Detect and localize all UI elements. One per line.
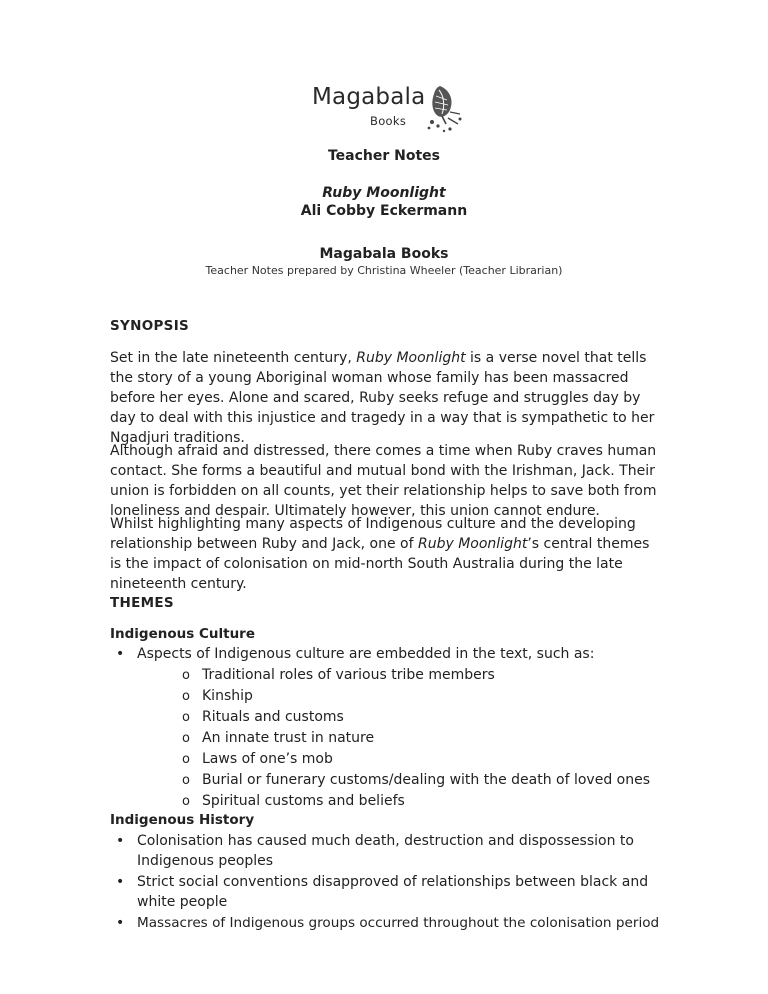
- sub-bullet-icon: o: [182, 752, 190, 767]
- synopsis-paragraph-2: Although afraid and distressed, there comes a time when Ruby craves human contact. She forms a beautiful and mutual bond with the Irishman, Jack. Their union is forbidden on all counts, yet their relationship helps to save both from loneliness and despair. Ultimately however, this union cannot endure.: [110, 443, 657, 519]
- document-page: Magabala Books Teacher Notes Ruby Moonlight Ali Cobby Eckermann Magabala Books Teacher Notes prepared by Christina Wheeler (Teacher Librarian) SYNOPSIS Set in the late nineteenth century, Ruby Moonlight is a verse novel that tells the story of a young Aboriginal woman whose family has been massacred before her eyes. Alone and scared, Ruby seeks refuge and struggles day by day to deal with this injustice and tragedy in a way that is sympathetic to her Ngadjuri traditions. Although afraid and distressed, there comes a time when Ruby craves human contact. She forms a beautiful and mutual bond with the Irishman, Jack. Their union is forbidden on all counts, yet their relationship helps to save both from loneliness and despair. Ultimately however, this union cannot endure. Whilst highlighting many aspects of Indigenous culture and the developing relationship between Ruby and Jack, one of Ruby Moonlight’s central themes is the impact of colonisation on mid-north South Australia during the late nineteenth century. THEMES Indigenous Culture • Aspects of Indigenous culture are embedded in the text, such as: o Traditional roles of various tribe members o Kinship o Rituals and customs o An innate trust in nature o Laws of one’s mob o Burial or funerary customs/dealing with the death of loved ones o Spiritual customs and beliefs Indigenous History • Colonisation has caused much death, destruction and dispossession to Indigenous peoples • Strict social conventions disapproved of relationships between black and white people • Massacres of Indigenous groups occurred throughout the colonisation period: [0, 0, 768, 994]
- book-title-inline: Ruby Moonlight: [417, 536, 528, 552]
- sub-bullet-icon: o: [182, 689, 190, 704]
- bullet-icon: •: [116, 915, 125, 931]
- document-title: Teacher Notes: [327, 148, 441, 164]
- synopsis-paragraph-3: Whilst highlighting many aspects of Indigenous culture and the developing relationship between Ruby and Jack, one of Ruby Moonlight’s central themes is the impact of colonisation on mid-north South Australia during the late nineteenth century.: [110, 516, 650, 592]
- publisher-name: Magabala Books: [319, 246, 449, 262]
- prepared-by: Teacher Notes prepared by Christina Wheeler (Teacher Librarian): [205, 264, 563, 277]
- seed-pod-icon: [420, 82, 464, 134]
- logo-name: Magabala: [312, 84, 426, 110]
- magabala-logo: [312, 80, 462, 136]
- sub-bullet-icon: o: [182, 773, 190, 788]
- bullet-icon: •: [116, 874, 125, 890]
- sub-bullet-icon: o: [182, 668, 190, 683]
- book-title-inline: Ruby Moonlight: [356, 350, 466, 366]
- bullet-icon: •: [116, 833, 125, 849]
- indigenous-culture-heading: Indigenous Culture: [110, 626, 255, 642]
- book-author: Ali Cobby Eckermann: [300, 203, 468, 219]
- logo-sub: Books: [370, 114, 407, 128]
- indigenous-history-heading: Indigenous History: [110, 812, 255, 828]
- sub-bullet-icon: o: [182, 731, 190, 746]
- themes-heading: THEMES: [110, 595, 174, 611]
- synopsis-paragraph-1: Set in the late nineteenth century, Ruby Moonlight is a verse novel that tells the story of a young Aboriginal woman whose family has been massacred before her eyes. Alone and scared, Ruby seeks refuge and struggles day by day to deal with this injustice and tragedy in a way that is sympathetic to her Ngadjuri traditions.: [110, 350, 655, 446]
- sub-bullet-icon: o: [182, 794, 190, 809]
- sub-bullet-icon: o: [182, 710, 190, 725]
- book-title: Ruby Moonlight: [322, 185, 446, 201]
- synopsis-heading: SYNOPSIS: [110, 318, 190, 334]
- bullet-icon: •: [116, 646, 125, 662]
